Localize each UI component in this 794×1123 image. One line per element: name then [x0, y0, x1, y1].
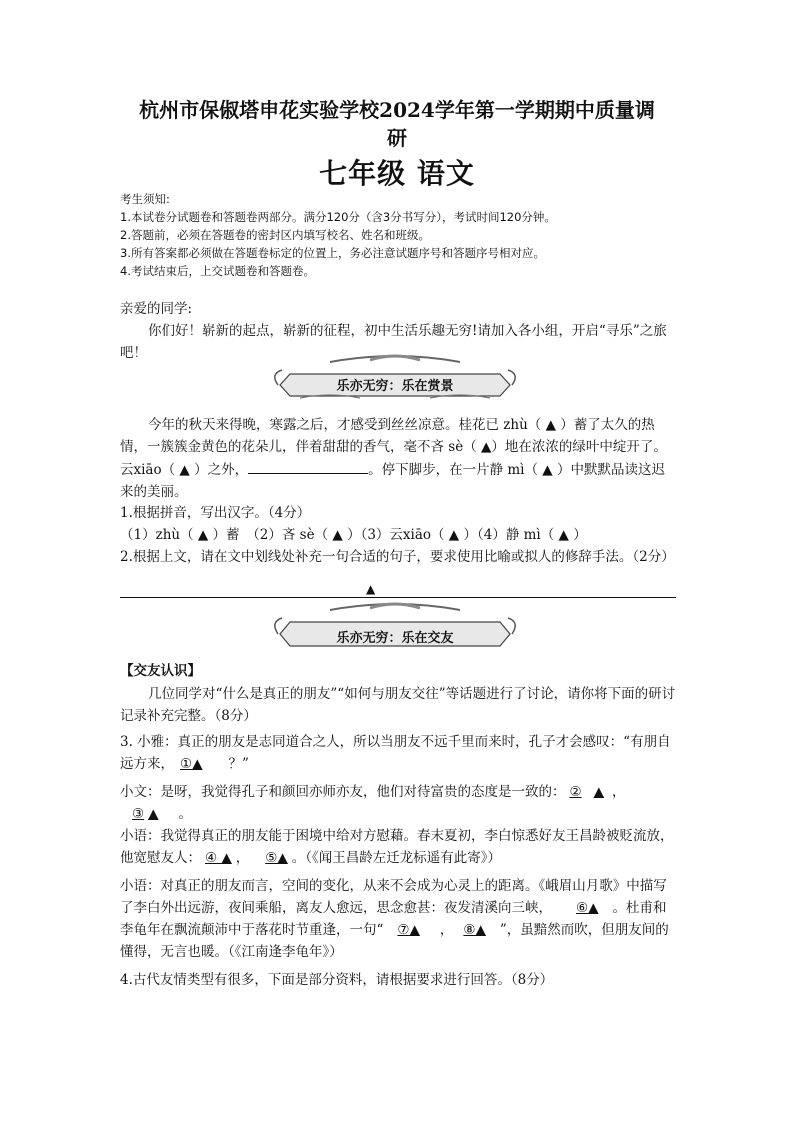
xiaoyu-source-1: 。（《闻王昌龄左迁龙标遥有此寄》）: [291, 850, 502, 866]
xiaoyu-text-2: 小语：对真正的朋友而言，空间的变化，从来不会成为心灵上的距离。《峨眉山月歌》中描写了李白外出远游，夜间乘船，离友人愈远，思念愈甚：夜发清溪向三峡，: [120, 878, 667, 916]
scenery-paragraph: [120, 414, 676, 503]
xiaoyu-comma: ，: [235, 850, 250, 866]
question-3: [120, 731, 676, 775]
xiaowen-comma: ，: [612, 784, 626, 800]
section-banner-scenery: [270, 352, 520, 400]
notice-item: 2.答题前，必须在答题卷的密封区内填写校名、姓名和班级。: [120, 228, 430, 242]
xiaoyu-line-2: [120, 875, 676, 963]
answer-blank-8: ⑧▲: [463, 922, 486, 938]
xiaowen-line: [120, 781, 676, 825]
question-1: 1.根据拼音，写出汉字。（4分）: [120, 505, 311, 521]
section-label: 【交友认识】: [120, 663, 201, 679]
banner-label: 乐亦无穷：乐在交友: [336, 631, 454, 646]
exam-title-line2: 研: [387, 126, 407, 150]
answer-blank-3-num: ③: [132, 806, 145, 822]
answer-blank-2-mark: ▲: [593, 784, 604, 800]
answer-blank-4: ④ ▲: [205, 850, 232, 866]
notice-item: 4.考试结束后，上交试题卷和答题卷。: [120, 264, 315, 278]
question-4: 4.古代友情类型有很多，下面是部分资料，请根据要求进行回答。（8分）: [120, 972, 554, 988]
question-1-items: （1）zhù（ ▲ ）蓄 （2）吝 sè（ ▲ ）（3）云xiāo（ ▲ ）（4）静 mì（ ▲ ）: [120, 527, 587, 543]
answer-blank-7: ⑦▲: [397, 922, 420, 938]
xiaoyu-text-1: 小语：我觉得真正的朋友能于困境中给对方慰藉。春末夏初，李白惊悉好友王昌龄被贬流放，他宽慰友人：: [120, 828, 674, 866]
answer-blank-1: ①▲: [180, 756, 203, 772]
xiaoyu-text-3: 。杜甫和李龟年在飘流颠沛中于落花时节重逢，一句“: [120, 900, 667, 938]
exam-title-line1: 杭州市保俶塔申花实验学校2024学年第一学期期中质量调: [139, 98, 655, 122]
notice-heading: 考生须知:: [120, 192, 170, 206]
xiaoyu-source-2: ”，虽黯然而吹，但朋友间的懂得，无言也暖。（《江南逢李龟年》）: [120, 922, 669, 960]
greeting: 亲爱的同学:: [120, 301, 193, 317]
xiaoyu-comma-2: ，: [439, 922, 454, 938]
xiaowen-text: 小文：是呀，我觉得孔子和颜回亦师亦友，他们对待富贵的态度是一致的：: [120, 784, 566, 800]
banner-label: 乐亦无穷：乐在赏景: [336, 379, 454, 394]
question-2: 2.根据上文，请在文中划线处补充一句合适的句子，要求使用比喻或拟人的修辞手法。（2分）: [120, 549, 675, 565]
answer-blank-3-mark: ▲: [148, 806, 159, 822]
scenery-text-part1: 今年的秋天来得晚，寒露之后，才感受到丝丝凉意。桂花已 zhù（ ▲ ）蓄了太久的热情，一簇簇金黄色的花朵儿，伴着甜甜的香气，毫不吝 sè（ ▲）地在浓浓的绿叶中绽开了。云xiāo（ ▲ ）之外，: [120, 417, 667, 478]
notice-item: 1.本试卷分试题卷和答题卷两部分。满分120分（含3分书写分），考试时间120分钟。: [120, 210, 556, 224]
xiaowen-end: 。: [178, 806, 192, 822]
q3-end: ？”: [228, 756, 249, 772]
answer-blank: [248, 458, 368, 474]
exam-notice: [120, 190, 680, 280]
exam-title: [110, 96, 684, 152]
friendship-intro: 几位同学对“什么是真正的朋友”“如何与朋友交往”等话题进行了讨论，请你将下面的研讨记录补充完整。（8分）: [120, 686, 676, 724]
scenery-text-part2: 。停下脚步，在一片静 mì（ ▲ ）中默默品读这迟来的美丽。: [120, 462, 665, 500]
xiaoyu-line-1: [120, 825, 676, 869]
notice-item: 3.所有答案都必须做在答题卷标定的位置上，务必注意试题序号和答题序号相对应。: [120, 246, 545, 260]
answer-mark: ▲: [366, 582, 376, 596]
answer-blank-5: ⑤▲: [265, 850, 288, 866]
section-banner-friendship: [270, 600, 520, 648]
intro-paragraph: 你们好！崭新的起点，崭新的征程，初中生活乐趣无穷!请加入各小组，开启“寻乐”之旅吧！: [120, 323, 667, 361]
answer-blank-6: ⑥▲: [576, 900, 599, 916]
answer-blank-2-num: ②: [569, 784, 582, 800]
q3-text: 3. 小雅：真正的朋友是志同道合之人，所以当朋友不远千里而来时，孔子才会感叹：“有朋自远方来，: [120, 734, 671, 772]
answer-line: [120, 597, 676, 598]
exam-subtitle: 七年级 语文: [319, 157, 475, 190]
